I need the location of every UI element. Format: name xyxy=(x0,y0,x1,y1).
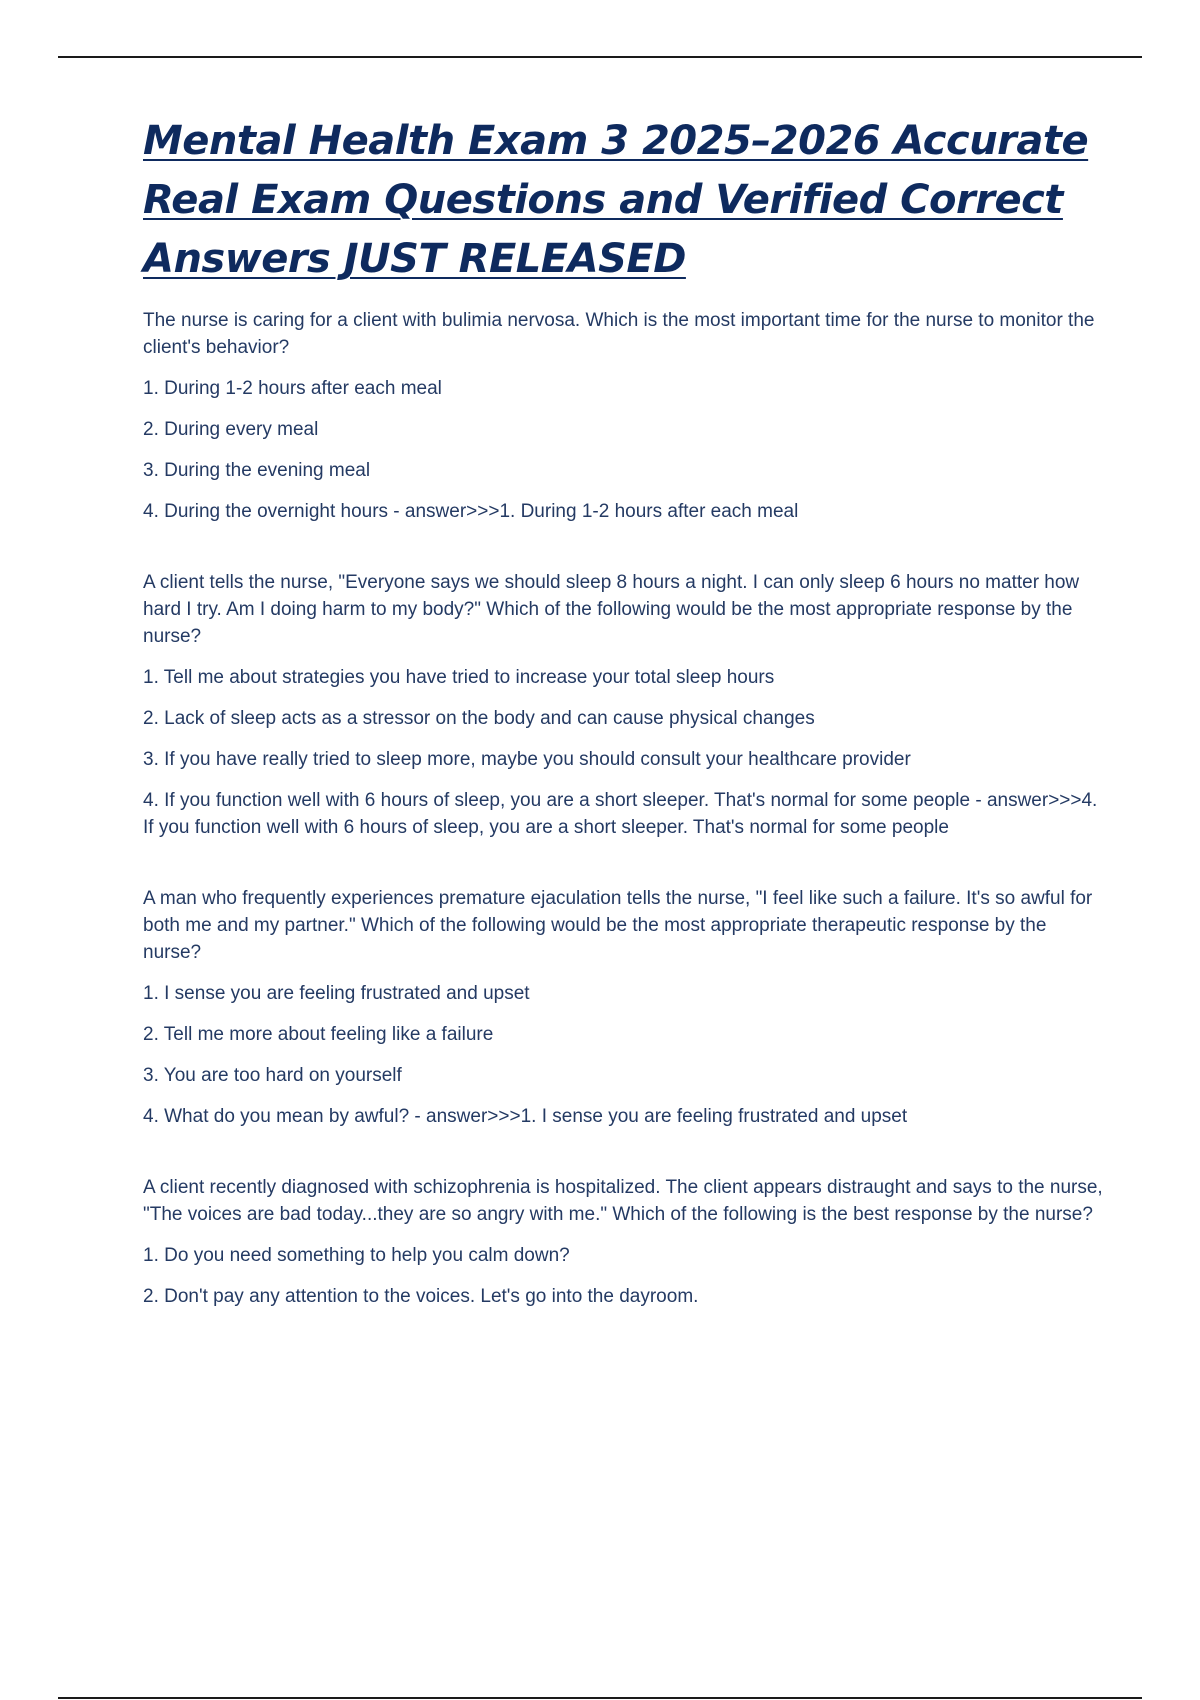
document-title: Mental Health Exam 3 2025–2026 Accurate Real Exam Questions and Verified Correct Answers JUST RELEASED xyxy=(143,118,1089,282)
question-prompt: A man who frequently experiences premature ejaculation tells the nurse, "I feel like such a failure. It's so awful for both me and my partner." Which of the following would be the most appropriate therapeutic response by the nurse? xyxy=(143,888,1093,963)
question-1 xyxy=(143,307,1103,525)
answer-option: 3. During the evening meal xyxy=(143,460,371,481)
question-prompt: A client tells the nurse, "Everyone says we should sleep 8 hours a night. I can only sleep 6 hours no matter how hard I try. Am I doing harm to my body?" Which of the following would be the most appropriate response by the nurse? xyxy=(143,572,1080,647)
answer-option: 4. If you function well with 6 hours of sleep, you are a short sleeper. That's normal for some people - answer>>>4. If you function well with 6 hours of sleep, you are a short sleeper. That's normal for some people xyxy=(143,790,1098,838)
answer-option: 1. Do you need something to help you calm down? xyxy=(143,1245,570,1266)
answer-option: 2. Tell me more about feeling like a failure xyxy=(143,1024,494,1045)
question-prompt: The nurse is caring for a client with bulimia nervosa. Which is the most important time for the nurse to monitor the client's behavior? xyxy=(143,310,1095,358)
answer-option: 2. Lack of sleep acts as a stressor on the body and can cause physical changes xyxy=(143,708,815,729)
answer-option: 4. During the overnight hours - answer>>>1. During 1-2 hours after each meal xyxy=(143,501,799,522)
bottom-rule xyxy=(58,1697,1142,1699)
answer-option: 1. I sense you are feeling frustrated and upset xyxy=(143,983,530,1004)
question-prompt: A client recently diagnosed with schizophrenia is hospitalized. The client appears distraught and says to the nurse, "The voices are bad today...they are so angry with me." Which of the following is the best response by the nurse? xyxy=(143,1177,1103,1225)
answer-option: 2. Don't pay any attention to the voices. Let's go into the dayroom. xyxy=(143,1286,699,1307)
question-3 xyxy=(143,885,1103,1130)
question-4 xyxy=(143,1174,1103,1310)
answer-option: 3. If you have really tried to sleep more, maybe you should consult your healthcare provider xyxy=(143,749,911,770)
answer-option: 2. During every meal xyxy=(143,419,319,440)
answer-option: 3. You are too hard on yourself xyxy=(143,1065,402,1086)
answer-option: 4. What do you mean by awful? - answer>>>1. I sense you are feeling frustrated and upset xyxy=(143,1106,908,1127)
answer-option: 1. During 1-2 hours after each meal xyxy=(143,378,442,399)
document-body xyxy=(143,112,1103,1354)
question-2 xyxy=(143,569,1103,841)
answer-option: 1. Tell me about strategies you have tried to increase your total sleep hours xyxy=(143,667,775,688)
top-rule xyxy=(58,56,1142,58)
